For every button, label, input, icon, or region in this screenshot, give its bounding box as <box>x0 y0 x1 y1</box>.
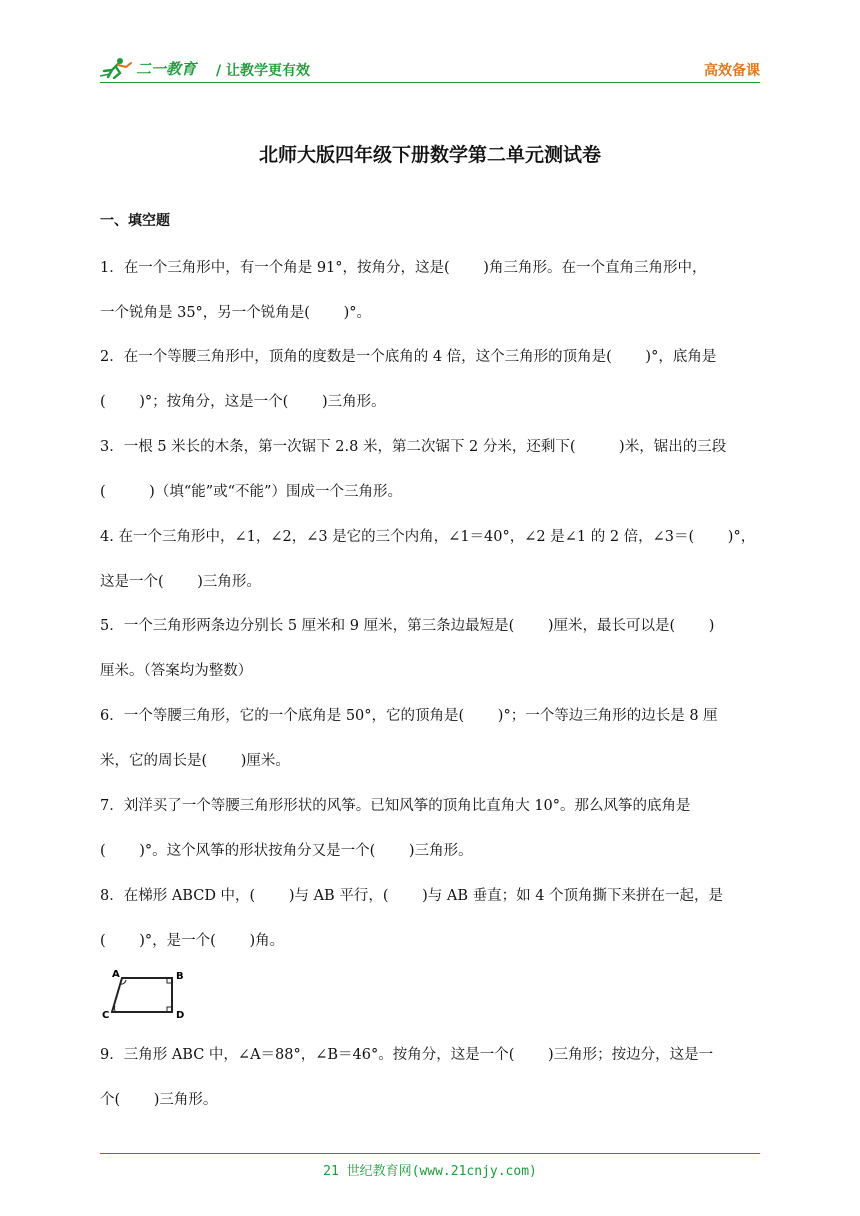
question-line: ( )°；按角分，这是一个( )三角形。 <box>100 394 386 410</box>
header-divider <box>100 82 760 83</box>
question-line: 9．三角形 ABC 中，∠A＝88°，∠B＝46°。按角分，这是一个( )三角形；按边分，这是一 <box>100 1047 714 1063</box>
trapezoid-figure <box>100 966 190 1022</box>
vertex-label: B <box>176 971 184 982</box>
question-line: 这是一个( )三角形。 <box>100 574 261 590</box>
page-header <box>100 56 760 82</box>
question-line: 一个锐角是 35°，另一个锐角是( )°。 <box>100 305 371 321</box>
question-line: 8．在梯形 ABCD 中，( )与 AB 平行，( )与 AB 垂直；如 4 个顶角撕下来拼在一起，是 <box>100 888 724 904</box>
slogan: / 让教学更有效 <box>216 63 310 79</box>
vertex-label: A <box>112 969 120 980</box>
section-heading: 一、填空题 <box>100 213 170 229</box>
question-line: 厘米。（答案均为整数） <box>100 663 253 679</box>
question-line: 1．在一个三角形中，有一个角是 91°，按角分，这是( )角三角形。在一个直角三角形中， <box>100 260 707 276</box>
footer-text: 21 世纪教育网(www.21cnjy.com) <box>323 1164 537 1179</box>
question-line: 个( )三角形。 <box>100 1092 218 1108</box>
question-line: 6．一个等腰三角形，它的一个底角是 50°，它的顶角是( )°；一个等边三角形的边长是 8 厘 <box>100 708 718 724</box>
logo <box>100 56 196 80</box>
page-title: 北师大版四年级下册数学第二单元测试卷 <box>258 144 601 166</box>
vertex-label: D <box>176 1010 185 1021</box>
question-line: 4. 在一个三角形中，∠1，∠2，∠3 是它的三个内角，∠1＝40°，∠2 是∠1 的 2 倍，∠3＝( )°， <box>100 529 756 545</box>
question-line: ( )°。这个风筝的形状按角分又是一个( )三角形。 <box>100 843 473 859</box>
footer-divider <box>100 1153 760 1154</box>
logo-text: 二一教育 <box>136 59 197 78</box>
question-line: 3．一根 5 米长的木条，第一次锯下 2.8 米，第二次锯下 2 分米，还剩下( )米，锯出的三段 <box>100 439 727 455</box>
vertex-label: C <box>102 1010 110 1021</box>
question-line: ( )°，是一个( )角。 <box>100 933 285 949</box>
question-line: ( )（填“能”或“不能”）围成一个三角形。 <box>100 484 402 500</box>
question-line: 2．在一个等腰三角形中，顶角的度数是一个底角的 4 倍，这个三角形的顶角是( )°，底角是 <box>100 349 717 365</box>
header-right-tag: 高效备课 <box>704 63 760 79</box>
question-line: 米，它的周长是( )厘米。 <box>100 753 290 769</box>
runner-logo-icon <box>100 57 134 79</box>
question-line: 5．一个三角形两条边分别长 5 厘米和 9 厘米，第三条边最短是( )厘米，最长可以是( ) <box>100 618 715 634</box>
question-line: 7．刘洋买了一个等腰三角形形状的风筝。已知风筝的顶角比直角大 10°。那么风筝的底角是 <box>100 798 691 814</box>
